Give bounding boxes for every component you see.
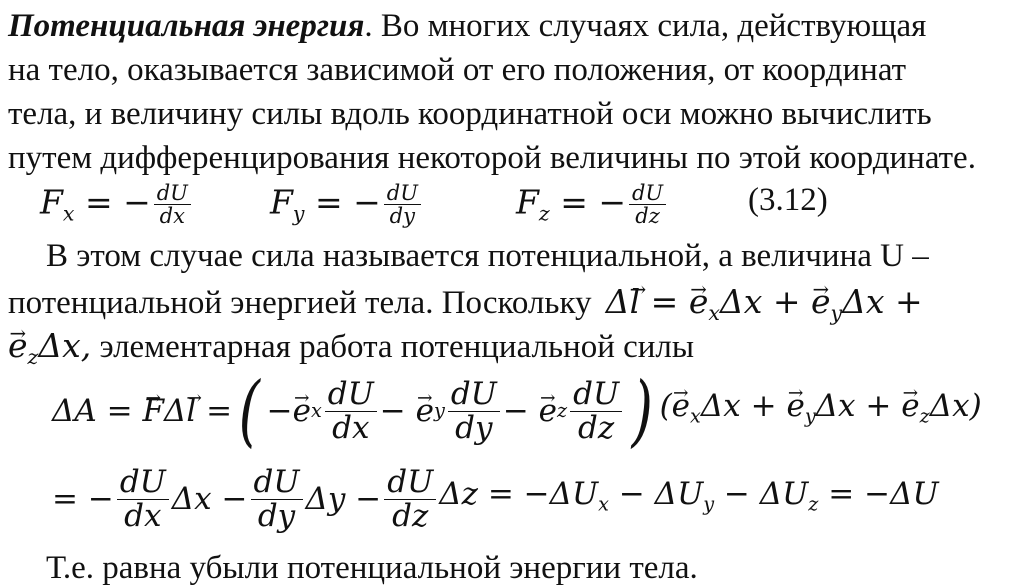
paragraph-line-2: на тело, оказывается зависимой от его положения, от координат — [8, 52, 907, 88]
equation-number: (3.12) — [748, 182, 828, 218]
paragraph-line-1 — [8, 6, 1016, 46]
formula-dl: Δ→ l = → $e_x\Delta x$ + → $e_y\Delta x$ + — [606, 282, 923, 321]
paragraph3-line-1: Т.е. равна убыли потенциальной энергии тела. — [46, 550, 698, 586]
equation-work-line-1: ΔA = → FΔ→ l = ( − → e x $\frac{dU}{dx}$ − → e y $\frac{dU}{dy}$ − → e z $\frac{dU}{dz}$ ) (→ $e_x\Delta x$ + → $e_y\Delta x$ + → $e_z\Delta x$) — [52, 366, 1016, 456]
paragraph2-line3-text: элементарная работа потенциальной силы — [99, 329, 695, 365]
equation-work-line-2: = − $\frac{dU}{dx}$ Δx − $\frac{dU}{dy}$ Δy − $\frac{dU}{dz}$ $\Delta z = -\Delta U_x - \Delta U_y - \Delta U_z = -\Delta U$ — [52, 463, 939, 534]
formula-fz: $F_z$ = − $\frac{dU}{dz}$ — [516, 182, 669, 234]
formula-fx: $F_x$ = − $\frac{dU}{dx}$ — [40, 182, 194, 234]
paragraph1-line1-text: . Во многих случаях сила, действующая — [364, 8, 927, 44]
paragraph-line-4: путем дифференцирования некоторой величины по этой координате. — [8, 140, 976, 176]
formula-fy: $F_y$ = − $\frac{dU}{dy}$ — [270, 182, 424, 234]
paragraph2-line2-text: потенциальной энергией тела. Поскольку — [8, 285, 592, 321]
paragraph-line-3: тела, и величину силы вдоль координатной оси можно вычислить — [8, 96, 932, 132]
paragraph2-line-1: В этом случае сила называется потенциальной, а величина U – — [46, 238, 929, 274]
term-potential-energy: Потенциальная энергия — [8, 8, 365, 44]
equation-3-12 — [40, 180, 1016, 230]
formula-ez-dx: → $e_z\Delta x$, — [8, 326, 91, 365]
